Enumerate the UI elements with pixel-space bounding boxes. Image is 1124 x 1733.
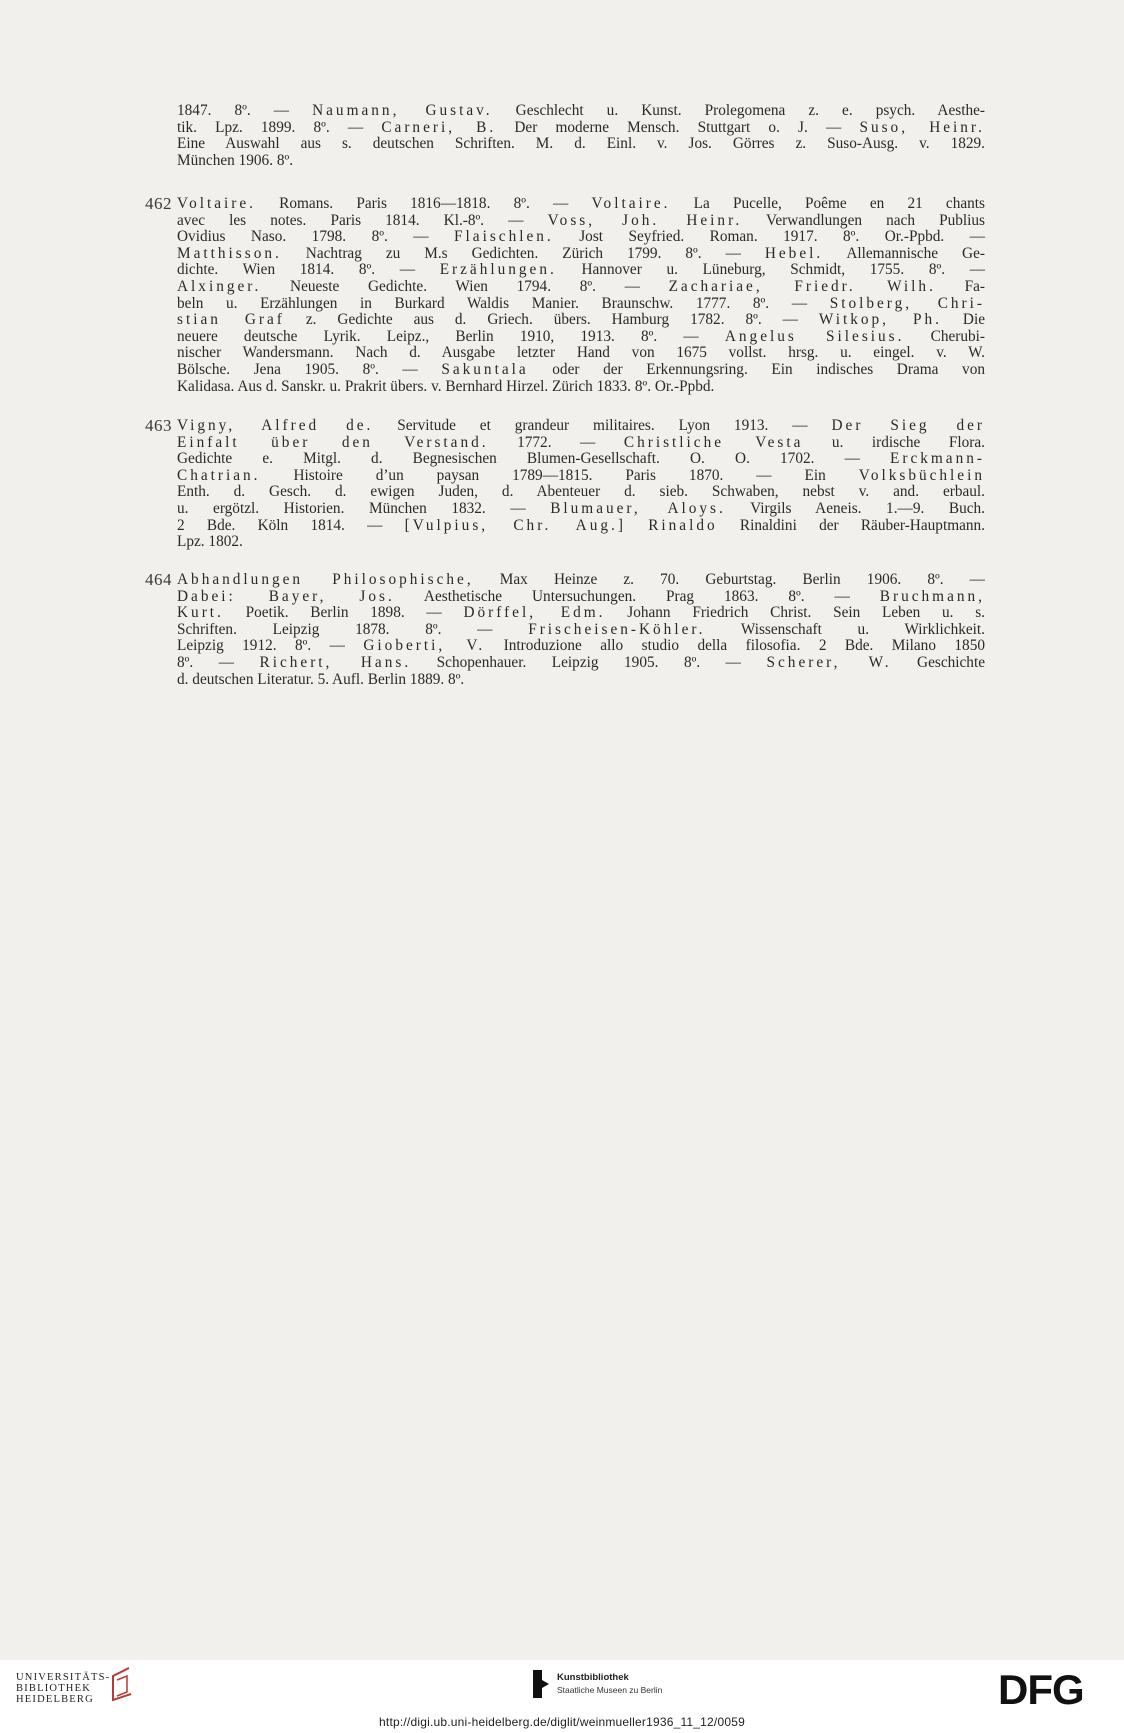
ub-logo-line: BIBLIOTHEK	[16, 1683, 91, 1694]
ub-heidelberg-logo[interactable]	[16, 1672, 110, 1705]
spaced-author-name: Frischeisen-Köhler.	[528, 620, 706, 638]
ub-logo-line: HEIDELBERG	[16, 1694, 94, 1705]
entry-segment: Virgils Aeneis. 1.—9. Buch.	[725, 499, 985, 517]
spaced-author-name: Vigny, Alfred de.	[177, 417, 374, 434]
spaced-author-name: Volksbüchlein	[858, 466, 985, 484]
dfg-logo[interactable]: DFG	[998, 1666, 1084, 1713]
spaced-author-name: Kurt.	[177, 604, 224, 622]
entry-line	[177, 196, 985, 213]
entry-line	[177, 120, 985, 137]
entry-segment: oder der Erkennungsring. Ein indisches Drama von	[528, 360, 985, 378]
entry-text	[177, 418, 985, 551]
entry-line	[177, 103, 985, 120]
entry-segment: Jost Seyfried. Roman. 1917. 8º. Or.-Ppbd. —	[553, 228, 985, 246]
permalink-url[interactable]: http://digi.ub.uni-heidelberg.de/diglit/weinmueller1936_11_12/0059	[379, 1715, 745, 1729]
entry-segment	[626, 517, 648, 534]
entry-line	[177, 262, 985, 279]
entry-segment: Der moderne Mensch. Stuttgart o. J. —	[496, 118, 860, 136]
spaced-author-name: Der Sieg der	[831, 417, 985, 434]
spaced-author-name: Zachariae, Friedr. Wilh.	[668, 277, 936, 295]
spaced-author-name: Rinaldo	[648, 516, 718, 534]
entry-line	[177, 638, 985, 655]
entry-segment: Nachtrag zu M.s Gedichten. Zürich 1799. 8º. —	[281, 244, 765, 262]
entry-line	[177, 589, 985, 606]
entry-line	[177, 572, 985, 589]
entry-line	[177, 153, 985, 170]
spaced-author-name: Witkop, Ph.	[818, 311, 942, 329]
entry-line	[177, 229, 985, 246]
footer-bar	[0, 1660, 1124, 1733]
spaced-author-name: Chatrian.	[177, 466, 261, 484]
lot-number: 463	[145, 416, 172, 435]
entry-segment: Ovidius Naso. 1798. 8º. —	[177, 228, 455, 246]
spaced-author-name: Flaischlen.	[454, 228, 554, 246]
entry-segment: d. deutschen Literatur. 5. Aufl. Berlin 1889. 8º.	[177, 670, 465, 688]
spaced-author-name: Voss, Joh. Heinr.	[547, 211, 743, 229]
spaced-author-name: Alxinger.	[177, 277, 262, 295]
entry-line	[177, 362, 985, 379]
entry-line	[177, 213, 985, 230]
entry-segment: Leipzig 1912. 8º. —	[177, 637, 364, 655]
entry-segment: z. Gedichte aus d. Griech. übers. Hamburg 1782. 8º. —	[284, 311, 819, 329]
entry-segment: Fa-	[935, 277, 985, 295]
spaced-author-name: Stolberg, Chri-	[829, 294, 985, 312]
lot-number: 462	[145, 194, 172, 213]
entry-segment: Schriften. Leipzig 1878. 8º. —	[177, 620, 529, 638]
entry-segment: tik. Lpz. 1899. 8º. —	[177, 118, 382, 136]
entry-line	[177, 468, 985, 485]
entry-line	[177, 484, 985, 501]
entry-segment: München 1906. 8º.	[177, 151, 294, 169]
entry-segment: Introduzione allo studio della filosofia. 2 Bde. Milano 1850	[485, 637, 986, 655]
entry-segment: Geschichte	[891, 653, 985, 671]
entry-segment: 1847. 8º. —	[177, 102, 313, 119]
entry-line	[177, 435, 985, 452]
spaced-author-name: [Vulpius, Chr. Aug.]	[404, 516, 626, 534]
entry-segment: 8º. —	[177, 653, 260, 671]
entry-line	[177, 655, 985, 672]
entry-line	[177, 518, 985, 535]
entry-segment: 2 Bde. Köln 1814. —	[177, 516, 405, 534]
spaced-author-name: Sakuntala	[441, 360, 529, 378]
spaced-author-name: Christliche Vesta	[623, 433, 804, 451]
spaced-author-name: stian Graf	[177, 311, 285, 329]
entry-segment: Allemannische Ge-	[823, 244, 985, 262]
entry-segment: Wissenschaft u. Wirklichkeit.	[705, 620, 986, 638]
entry-segment: Romans. Paris 1816—1818. 8º. —	[255, 195, 592, 212]
spaced-author-name: Voltaire.	[177, 195, 256, 212]
entry-line	[177, 501, 985, 518]
spaced-author-name: Carneri, B.	[381, 118, 497, 136]
entry-segment: dichte. Wien 1814. 8º. —	[177, 261, 440, 279]
entry-line	[177, 312, 985, 329]
entry-segment: Johann Friedrich Christ. Sein Leben u. s.	[605, 604, 985, 622]
entry-segment: beln u. Erzählungen in Burkard Waldis Manier. Braunschw. 1777. 8º. —	[177, 294, 830, 312]
spaced-author-name: Blumauer, Aloys.	[550, 499, 726, 517]
entry-segment: Poetik. Berlin 1898. —	[223, 604, 464, 622]
entry-segment: Hannover u. Lüneburg, Schmidt, 1755. 8º. —	[556, 261, 985, 279]
entry-segment: La Pucelle, Poême en 21 chants	[670, 195, 986, 212]
spaced-author-name: Matthisson.	[177, 244, 282, 262]
entry-segment: 1772. —	[488, 433, 624, 451]
entry-line	[177, 534, 985, 551]
entry-segment: Neueste Gedichte. Wien 1794. 8º. —	[261, 277, 669, 295]
entry-segment: Rinaldini der Räuber-Hauptmann.	[717, 516, 985, 534]
spaced-author-name: Erckmann-	[890, 450, 985, 468]
entry-line	[177, 605, 985, 622]
lot-number: 464	[145, 570, 172, 589]
spaced-author-name: Richert, Hans.	[259, 653, 412, 671]
entry-line	[177, 672, 985, 689]
spaced-author-name: Einfalt über den Verstand.	[177, 433, 489, 451]
kunstbibliothek-logo-icon	[533, 1670, 549, 1698]
entry-line	[177, 345, 985, 362]
entry-line	[177, 279, 985, 296]
entry-segment: Schopenhauer. Leipzig 1905. 8º. —	[411, 653, 767, 671]
entry-segment: Eine Auswahl aus s. deutschen Schriften. M. d. Einl. v. Jos. Görres z. Suso-Ausg. v. 1829.	[177, 135, 985, 153]
entry-segment: Cherubi-	[904, 327, 986, 345]
spaced-author-name: Suso, Heinr.	[859, 118, 986, 136]
entry-segment: Verwandlungen nach Publius	[742, 211, 985, 229]
entry-segment: Histoire d’un paysan 1789—1815. Paris 1870. — Ein	[260, 466, 859, 484]
entry-segment: nischer Wandersmann. Nach d. Ausgabe letzter Hand von 1675 vollst. hrsg. u. eingel. v. W.	[177, 344, 985, 362]
kunstbibliothek-subtitle: Staatliche Museen zu Berlin	[557, 1685, 663, 1695]
entry-line	[177, 451, 985, 468]
spaced-author-name: Gioberti, V.	[363, 637, 486, 655]
entry-segment: Gedichte e. Mitgl. d. Begnesischen Blumen-Gesellschaft. O. O. 1702. —	[177, 450, 891, 468]
entry-segment: u. ergötzl. Historien. München 1832. —	[177, 499, 551, 517]
entry-segment: Enth. d. Gesch. d. ewigen Juden, d. Abenteuer d. sieb. Schwaben, nebst v. and. erbaul.	[177, 483, 985, 501]
spaced-author-name: Abhandlungen Philosophische,	[177, 571, 474, 588]
entry-line	[177, 136, 985, 153]
entry-line	[177, 246, 985, 263]
entry-segment: Geschlecht u. Kunst. Prolegomena z. e. psych. Aesthe-	[492, 102, 985, 119]
entry-line	[177, 329, 985, 346]
entry-line	[177, 622, 985, 639]
ub-logo-line: UNIVERSITÄTS-	[16, 1672, 111, 1683]
spaced-author-name: Dörffel, Edm.	[463, 604, 606, 622]
kunstbibliothek-title[interactable]: Kunstbibliothek	[557, 1672, 629, 1683]
spaced-author-name: Dabei: Bayer, Jos.	[177, 587, 395, 605]
entry-segment: neuere deutsche Lyrik. Leipz., Berlin 1910, 1913. 8º. —	[177, 327, 725, 345]
spaced-author-name: Voltaire.	[591, 195, 671, 212]
spaced-author-name: Scherer, W.	[766, 653, 892, 671]
entry-line	[177, 379, 985, 396]
entry-segment: Die	[941, 311, 985, 329]
entry-line	[177, 418, 985, 435]
spaced-author-name: Hebel.	[764, 244, 824, 262]
ub-emblem-icon	[103, 1666, 137, 1704]
entry-segment: u. irdische Flora.	[803, 433, 985, 451]
entry-segment: Servitude et grandeur militaires. Lyon 1913. —	[373, 417, 832, 434]
spaced-author-name: Naumann, Gustav.	[312, 102, 493, 119]
entry-line	[177, 296, 985, 313]
entry-segment: Lpz. 1802.	[177, 533, 243, 551]
spaced-author-name: Erzählungen.	[439, 261, 557, 279]
entry-text	[177, 103, 985, 169]
spaced-author-name: Angelus Silesius.	[724, 327, 905, 345]
entry-text	[177, 196, 985, 395]
entry-segment: Max Heinze z. 70. Geburtstag. Berlin 1906. 8º. —	[473, 571, 985, 588]
spaced-author-name: Bruchmann,	[879, 587, 985, 605]
entry-text	[177, 572, 985, 688]
entry-segment: avec les notes. Paris 1814. Kl.-8º. —	[177, 211, 548, 229]
entry-segment: Aesthetische Untersuchungen. Prag 1863. 8º. —	[394, 587, 880, 605]
entry-segment: Kalidasa. Aus d. Sanskr. u. Prakrit übers. v. Bernhard Hirzel. Zürich 1833. 8º. Or.-Ppbd.	[177, 377, 715, 395]
entry-segment: Bölsche. Jena 1905. 8º. —	[177, 360, 442, 378]
